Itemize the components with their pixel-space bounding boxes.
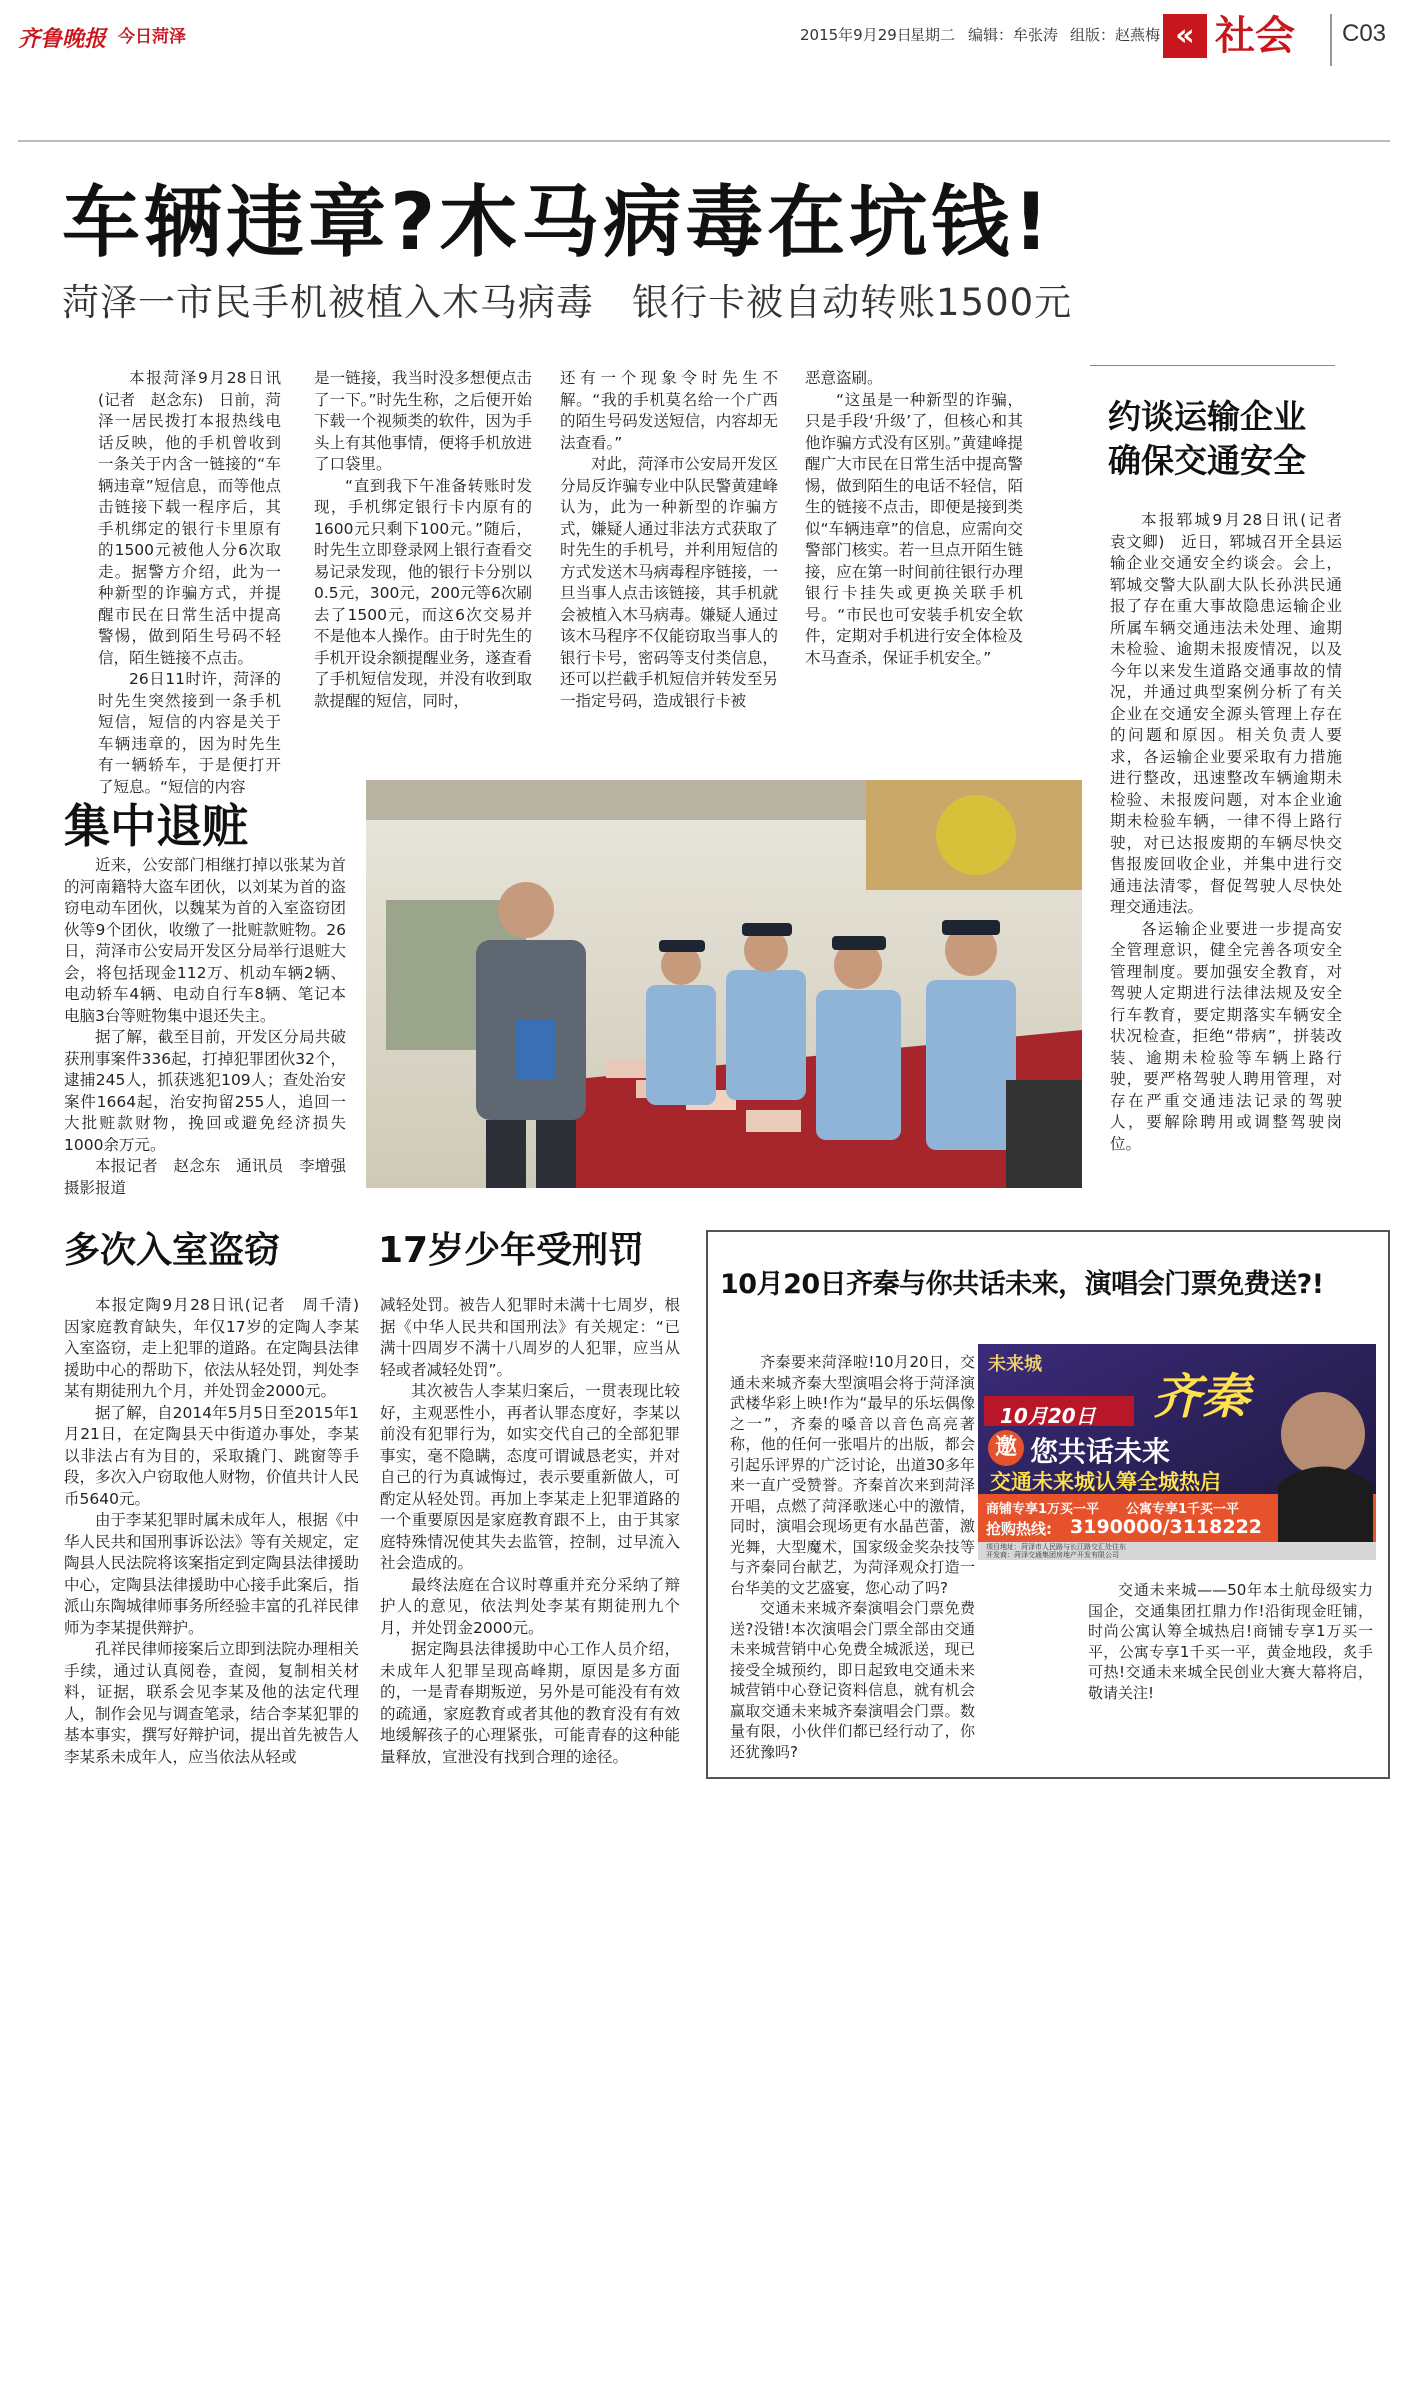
double-chevron-left-icon: « [1163,14,1207,58]
photo-illustration [366,780,1082,1188]
main-subhead: 菏泽一市民手机被植入木马病毒 银行卡被自动转账1500元 [62,281,1073,324]
paragraph: 本报菏泽9月28日讯(记者 赵念东) 日前，菏泽一居民拨打本报热线电话反映，他的手机曾收到一条关于内含一链接的“车辆违章”短信息，而等他点击链接下载一程序后，其手机绑定的银行卡里原有的1500元被他人分6次取走。据警方介绍，此为一种新型的诈骗方式，并提醒市民在日常生活中提高警惕，做到陌生号码不轻信，陌生链接不点击。 [98,369,281,667]
paragraph: 据定陶县法律援助中心工作人员介绍，未成年人犯罪呈现高峰期，原因是多方面的，一是青春期叛逆，另外是可能没有有效的疏通，家庭教育或者其他的教育没有有效地缓解孩子的心理紧张，可能青春的这种能量释放，宣泄没有找到合理的途径。 [380,1640,680,1766]
header-divider [1330,14,1332,66]
paragraph: 其次被告人李某归案后，一贯表现比较好，主观恶性小，再者认罪态度好，李某以前没有犯罪行为，如实交代自己的全部犯罪事实，毫不隐瞒，态度可谓诚恳老实，并对自己的行为真诚悔过，表示要重新做人，可酌定从轻处罚。再加上李某走上犯罪道路的一个重要原因是家庭教育跟不上，由于其家庭特殊情况使其失去监管，控制，过早流入社会造成的。 [380,1382,680,1572]
paragraph: 最终法庭在合议时尊重并充分采纳了辩护人的意见，依法判处李某有期徒刑九个月，并处罚金2000元。 [380,1575,680,1637]
editor-credit: 编辑：牟张涛 [968,26,1059,44]
burglary-headline-b: 17岁少年受刑罚 [378,1230,645,1271]
paragraph: 交通未来城——50年本土航母级实力国企，交通集团扛鼎力作!沿街现金旺铺，时尚公寓认筹全城热启!商铺专享1万买一平，公寓专享1千买一平，黄金地段，炙手可热!交通未来城全民创业大赛大幕将启，敬请关注! [1088,1581,1373,1702]
concert-ad-banner [978,1344,1376,1560]
ad-invite-badge: 邀 [988,1430,1024,1466]
ad-brand-logo: 未来城 [988,1354,1042,1375]
main-story-column-1 [98,368,281,798]
promo-headline: 10月20日齐秦与你共话未来，演唱会门票免费送?! [720,1269,1324,1300]
paragraph: 恶意盗刷。 [805,369,883,387]
ad-offer-shop: 商铺专享1万买一平 [986,1502,1100,1517]
side-story-body [1110,510,1358,1155]
stolen-goods-body [64,855,362,1199]
refund-ceremony-photo [366,780,1082,1188]
paragraph: 据了解，自2014年5月5日至2015年1月21日，在定陶县天中街道办事处，李某以非法占有为目的，采取撬门、跳窗等手段，多次入户窃取他人财物，价值共计人民币5640元。 [64,1403,359,1508]
burglary-headline-a: 多次入室盗窃 [64,1230,281,1271]
layout-credit: 组版：赵燕梅 [1070,26,1161,44]
paragraph: 由于李某犯罪时属未成年人，根据《中华人民共和国刑事诉讼法》等有关规定，定陶县人民法院将该案指定到定陶县法律援助中心，定陶县法律援助中心接手此案后，指派山东陶城律师事务所经验丰富的孔祥民律师为李某提供辩护。 [64,1511,359,1637]
main-story-column-3 [560,368,778,712]
edition-label: 今日菏泽 [118,27,186,47]
main-story-column-2 [314,368,532,712]
paragraph: 孔祥民律师接案后立即到法院办理相关手续，通过认真阅卷，查阅，复制相关材料，证据，联系会见李某及他的法定代理人，制作会见与调查笔录，结合李某犯罪的基本事实，撰写好辩护词，提出首先被告人李某系未成年人，应当依法从轻或 [64,1640,359,1766]
burglary-column-1 [64,1295,375,1768]
header-rule [18,140,1390,142]
issue-weekday: 星期二 [910,26,956,44]
issue-date: 2015年9月29日 [800,26,912,44]
paragraph: 据了解，截至目前，开发区分局共破获刑事案件336起，打掉犯罪团伙32个，逮捕245人，抓获逃犯109人；查处治安案件1664起，治安拘留255人，追回一大批赃款财物，挽回或避免经济损失1000余万元。 [64,1028,346,1154]
ad-fine-print: 项目地址：菏泽市人民路与长江路交汇处往东 开发商：菏泽交通集团房地产开发有限公司 [986,1543,1126,1559]
ad-offer-apartment: 公寓专享1千买一平 [1126,1502,1240,1517]
paragraph: 各运输企业要进一步提高安全管理意识，健全完善各项安全管理制度。要加强安全教育，对驾驶人定期进行法律法规及安全行车教育，要定期落实车辆安全状况检查，拒绝“带病”，拼装改装、逾期未检验等车辆上路行驶，要严格驾驶人聘用管理，对存在严重交通违法记录的驾驶人，要解除聘用或调整驾驶岗位。 [1110,919,1342,1153]
ad-slogan: 您共话未来 [1030,1435,1171,1468]
paragraph: 减轻处罚。被告人犯罪时未满十七周岁，根据《中华人民共和国刑法》有关规定：“已满十四周岁不满十八周岁的人犯罪，应当从轻或者减轻处罚”。 [380,1296,680,1379]
paragraph: 26日11时许，菏泽的时先生突然接到一条手机短信，短信的内容是关于车辆违章的，因为时先生有一辆轿车，于是便打开了短息。“短信的内容 [98,670,281,796]
photo-credit: 本报记者 赵念东 通讯员 李增强 摄影报道 [64,1157,362,1197]
paragraph: 本报郓城9月28日讯(记者 袁文卿) 近日，郓城召开全县运输企业交通安全约谈会。会上，郓城交警大队副大队长孙洪民通报了存在重大事故隐患运输企业所属车辆交通违法未处理、逾期未检验、逾期未报废情况，以及今年以来发生道路交通事故的情况，并通过典型案例分析了有关企业在交通安全源头管理上存在的问题和原因。相关负责人要求，各运输企业要采取有力措施进行整改，迅速整改车辆逾期未检验、未报废问题，对本企业逾期未检验车辆，一律不得上路行驶，对已达报废期的车辆尽快交售报废回收企业，并集中进行交通违法清零，督促驾驶人尽快处理交通违法。 [1110,511,1358,916]
newspaper-brand-logo: 齐鲁晚报 [18,26,107,52]
ad-date: 10月20日 [1000,1404,1096,1428]
paragraph: 近来，公安部门相继打掉以张某为首的河南籍特大盗车团伙，以刘某为首的盗窃电动车团伙，以魏某为首的入室盗窃团伙等9个团伙，收缴了一批赃款赃物。26日，菏泽市公安局开发区分局举行退赃大会，将包括现金112万、机动车辆2辆、电动轿车4辆、电动自行车8辆、笔记本电脑3台等赃物集中退还失主。 [64,856,346,1025]
stolen-goods-headline: 集中退赃 [64,799,248,853]
paragraph: 齐秦要来菏泽啦!10月20日，交通未来城齐秦大型演唱会将于菏泽演武楼华彩上映!作为“最早的乐坛偶像之一”，齐秦的嗓音以音色高亮著称，他的任何一张唱片的出版，都会引起乐评界的广泛讨论，出道30多年来一直广受赞誉。齐秦首次来到菏泽开唱，点燃了菏泽歌迷心中的激情，同时，演唱会现场更有水晶芭蕾，激光舞，大型魔术，国家级金奖杂技等与齐秦同台献艺，为菏泽观众打造一台华美的文艺盛宴，您心动了吗? [730,1353,975,1597]
burglary-column-2 [380,1295,680,1768]
ad-singer-name: 齐秦 [1153,1369,1250,1425]
main-story-column-4 [805,368,1023,669]
section-tab [1163,14,1323,66]
paragraph: 交通未来城齐秦演唱会门票免费送?没错!本次演唱会门票全部由交通未来城营销中心免费全城派送，现已接受全城预约，即日起致电交通未来城营销中心登记资料信息，就有机会赢取交通未来城齐秦演唱会门票。数量有限，小伙伴们都已经行动了，你还犹豫吗? [730,1599,975,1761]
paragraph: 本报定陶9月28日讯(记者 周千清) 因家庭教育缺失，年仅17岁的定陶人李某入室盗窃，走上犯罪的道路。在定陶县法律援助中心的帮助下，依法从轻处罚，判处李某有期徒刑九个月，并处罚金2000元。 [64,1296,375,1400]
ad-hotline-number: 3190000/3118222 [1070,1516,1263,1538]
paragraph: 还有一个现象令时先生不解。“我的手机莫名给一个广西的陌生号码发送短信，内容却无法查看。” [560,369,778,452]
ad-campaign: 交通未来城认筹全城热启 [990,1470,1221,1494]
side-story-rule [1090,365,1335,366]
page-number: C03 [1342,20,1387,47]
ad-hotline-label: 抢购热线: [986,1520,1052,1538]
paragraph: 对此，菏泽市公安局开发区分局反诈骗专业中队民警黄建峰认为，此为一种新型的诈骗方式，嫌疑人通过非法方式获取了时先生的手机号，并利用短信的方式发送木马病毒程序链接，一旦当事人点击该链接，其手机就会被植入木马病毒。嫌疑人通过该木马程序不仅能窃取当事人的银行卡号，密码等支付类信息，还可以拦截手机短信并转发至另一指定号码，造成银行卡被 [560,455,778,710]
paragraph: “直到我下午准备转账时发现，手机绑定银行卡内原有的1600元只剩下100元。”随后，时先生立即登录网上银行查看交易记录发现，他的银行卡分别以0.5元，300元，200元等6次刷去了1500元，而这6次交易并不是他本人操作。由于时先生的手机开设余额提醒业务，遂查看了手机短信发现，并没有收到取款提醒的短信，同时， [314,476,532,710]
section-name: 社会 [1215,13,1295,59]
paragraph: “这虽是一种新型的诈骗，只是手段‘升级’了，但核心和其他诈骗方式没有区别。”黄建峰提醒广大市民在日常生活中提高警惕，做到陌生的电话不轻信，陌生的链接不点击，即便是接到类似“车辆违章”的信息，应需向交警部门核实。若一旦点开陌生链接，应在第一时间前往银行办理银行卡挂失或更换关联手机号。“市民也可安装手机安全软件，定期对手机进行安全体检及木马查杀，保证手机安全。” [805,390,1023,667]
main-headline: 车辆违章?木马病毒在坑钱! [62,178,1053,268]
paragraph: 是一链接，我当时没多想便点击了一下。”时先生称，之后便开始下载一个视频类的软件，因为手头上有其他事情，便将手机放进了口袋里。 [314,369,532,473]
concert-promo-box [706,1230,1390,1779]
side-story-headline: 约谈运输企业 确保交通安全 [1108,397,1306,480]
promo-body [730,1352,975,1762]
promo-body-right [1088,1580,1373,1703]
